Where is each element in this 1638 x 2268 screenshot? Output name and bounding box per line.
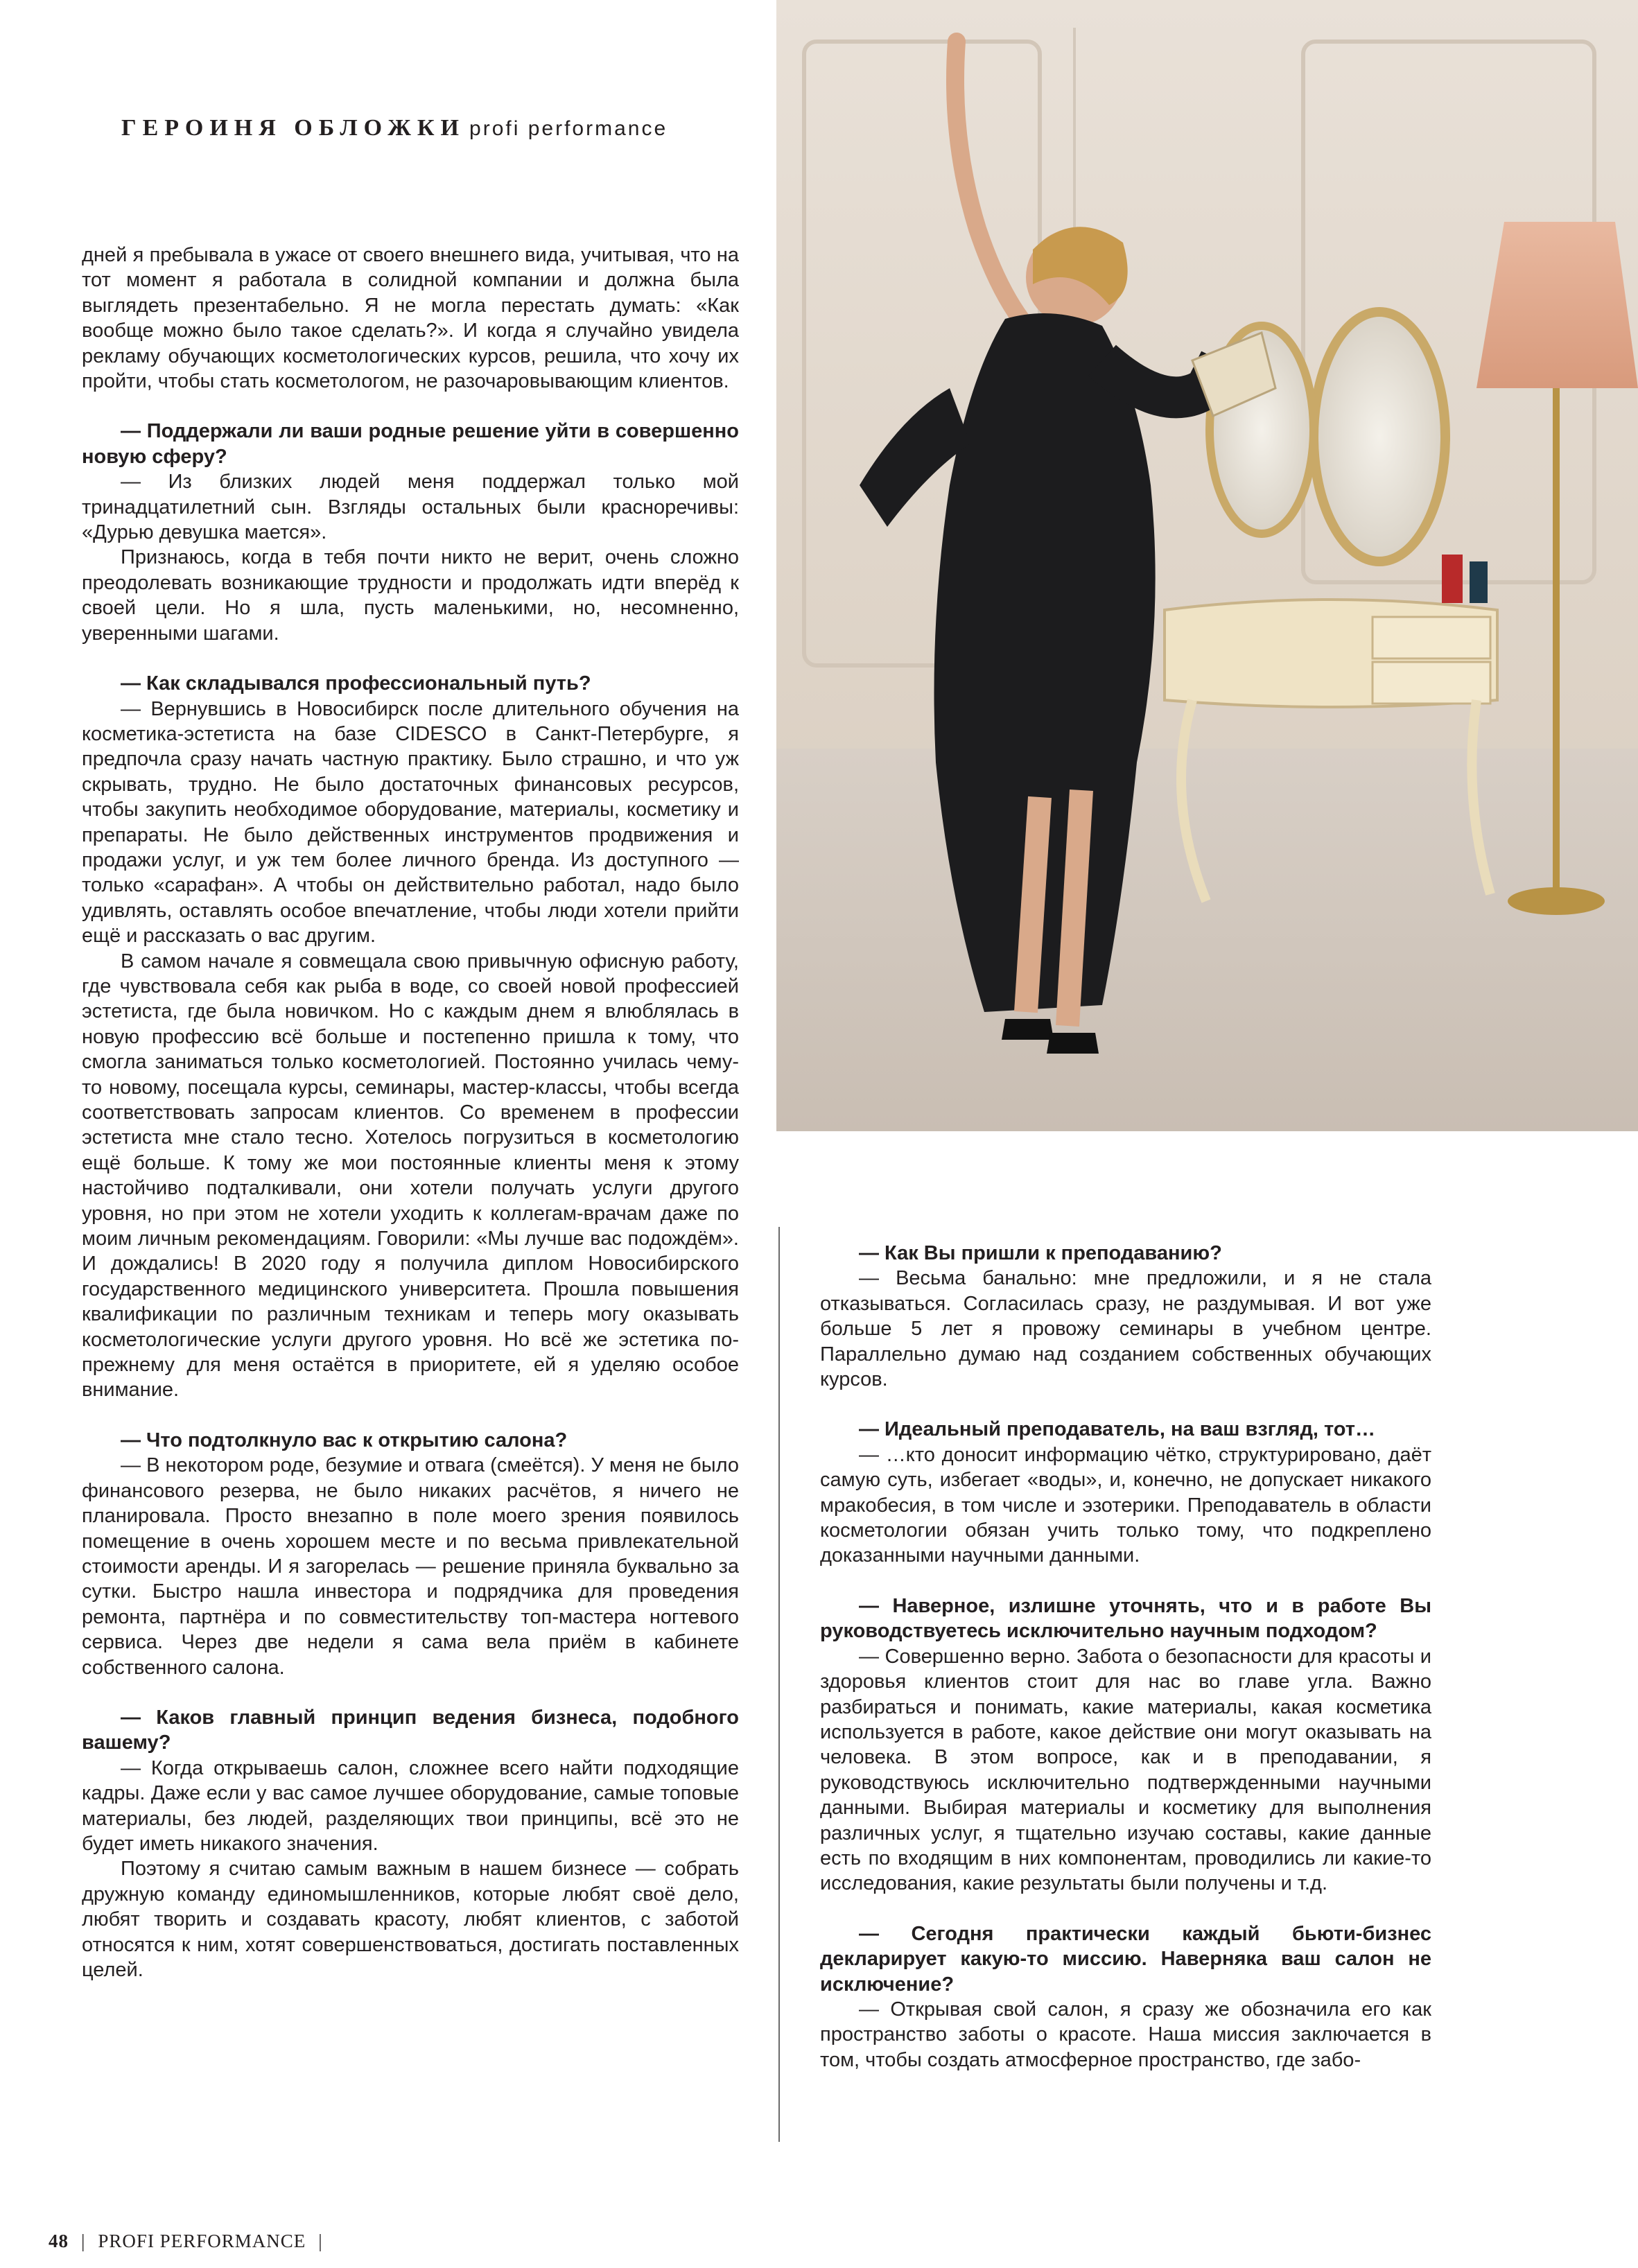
interview-question: — Поддержали ли ваши родные решение уйти в совершенно новую сферу? (82, 420, 739, 468)
footer-separator: | (81, 2231, 86, 2251)
right-article-column (820, 1241, 1431, 2073)
interview-question: — Каков главный принцип ведения бизнеса, подобного вашему? (82, 1706, 739, 1754)
paragraph: — …кто доносит информацию чётко, структурировано, даёт самую суть, избегает «воды», и, конечно, не допускает никакого мракобесия, в том числе и эзотерики. Преподаватель в области косметологии обязан учить только тому, что подкреплено доказанными научными данными. (820, 1443, 1431, 1567)
brand-name: profi performance (469, 117, 668, 140)
paragraph: — В некотором роде, безумие и отвага (смеётся). У меня не было финансового резерва, не было никаких расчётов, я ничего не планировала. Просто внезапно в поле моего зрения появилось помещение в очень хорошем месте и по весьма привлекательной стоимости аренды. И я загорелась — решение приняла буквально за сутки. Быстро нашла инвестора и подрядчика для проведения ремонта, партнёра и по совместительству топ-мастера ногтевого сервиса. Через две недели я сама вела приём в кабинете собственного салона. (82, 1454, 739, 1679)
paragraph: — Вернувшись в Новосибирск после длительного обучения на косметика-эстетиста на базе CIDESCO в Санкт-Петербурге, я предпочла сразу начать частную практику. Было страшно, и что уж скрывать, трудно. Не было достаточных финансовых ресурсов, чтобы закупить необходимое оборудование, материалы, косметику и препараты. Не было действенных инструментов продвижения и продажи услуг, и уж тем более личного бренда. Из доступного — только «сарафан». А чтобы он действительно работал, надо было удивлять, оставлять особое впечатление, чтобы люди хотели прийти ещё и рассказать о вас другим. (82, 697, 739, 948)
paragraph: дней я пребывала в ужасе от своего внешнего вида, учитывая, что на тот момент я работала в солидной компании и должна была выглядеть презентабельно. Я не могла перестать думать: «Как вообще можно было такое сделать?». И когда я случайно увидела рекламу обучающих косметологических курсов, решила, что хочу их пройти, чтобы стать косметологом, не разочаровывающим клиентов. (82, 244, 739, 393)
page-footer (49, 2231, 323, 2252)
paragraph: — Весьма банально: мне предложили, и я не стала отказываться. Согласилась сразу, не раздумывая. И вот уже больше 5 лет я провожу семинары в учебном центре. Параллельно думаю над созданием собственных обучающих курсов. (820, 1267, 1431, 1391)
paragraph: В самом начале я совмещала свою привычную офисную работу, где чувствовала себя как рыба в воде, со своей новой профессией эстетиста, где была новичком. Но с каждым днем я влюблялась в новую профессию всё больше и постепенно пришла к тому, что смогла заниматься только косметологией. Постоянно училась чему-то новому, посещала курсы, семинары, мастер-классы, чтобы всегда соответствовать запросам клиентов. Со временем в профессии эстетиста мне стало тесно. Хотелось погрузиться в косметологию ещё больше. К тому же мои постоянные клиенты меня к этому настойчиво подталкивали, они хотели получать услуги другого уровня, но при этом не хотели уходить к коллегам-врачам даже по моим личным рекомендациям. Говорили: «Мы лучше вас подождём». И дождались! В 2020 году я получила диплом Новосибирского государственного медицинского университета. Прошла повышения квалификации по различным техникам и теперь могу оказывать косметологические услуги другого уровня. Но всё же эстетика по-прежнему для меня остаётся в приоритете, ей я уделяю особое внимание. (82, 950, 739, 1402)
left-article-column (82, 243, 739, 1982)
interview-question: — Наверное, излишне уточнять, что и в работе Вы руководствуетесь исключительно научным подходом? (820, 1594, 1431, 1643)
interview-question: — Как складывался профессиональный путь? (121, 672, 591, 695)
page-number: 48 (49, 2231, 69, 2251)
photo-illustration (776, 0, 1638, 1131)
paragraph: — Из близких людей меня поддержал только мой тринадцатилетний сын. Взгляды остальных были красноречивы: «Дурью девушка мается». (82, 471, 739, 544)
section-header (121, 115, 668, 141)
magazine-name: PROFI PERFORMANCE (98, 2231, 306, 2251)
paragraph: — Совершенно верно. Забота о безопасности для красоты и здоровья клиентов стоит для нас во главе угла. Важно разбираться и понимать, какие материалы, какая косметика используется в работе, какое действие они могут оказывать на человека. В этом вопросе, как и в преподавании, я руководствуюсь исключительно подтвержденными научными данными. Выбирая материалы и косметику для выполнения различных услуг, я тщательно изучаю составы, какие данные есть по входящим в них компонентам, проводились ли какие-то исследования, какие результаты были получены и т.д. (820, 1645, 1431, 1895)
paragraph: — Когда открываешь салон, сложнее всего найти подходящие кадры. Даже если у вас самое лучшее оборудование, самые топовые материалы, без людей, разделяющих твои принципы, всё это не будет иметь никакого значения. (82, 1756, 739, 1855)
column-divider (778, 1227, 780, 2142)
rubric-title: ГЕРОИНЯ ОБЛОЖКИ (121, 115, 466, 141)
interview-question: — Как Вы пришли к преподаванию? (859, 1242, 1222, 1264)
interview-question: — Идеальный преподаватель, на ваш взгляд, тот… (859, 1418, 1375, 1441)
paragraph: Поэтому я считаю самым важным в нашем бизнесе — собрать дружную команду единомышленников, которые любят своё дело, любят творить и создавать красоту, любят клиентов, с заботой относятся к ним, хотят совершенствоваться, достигать поставленных целей. (82, 1858, 739, 1981)
paragraph: Признаюсь, когда в тебя почти никто не верит, очень сложно преодолевать возникающие трудности и продолжать идти вперёд к своей цели. Но я шла, пусть маленькими, но, несомненно, уверенными шагами. (82, 546, 739, 645)
paragraph: — Открывая свой салон, я сразу же обозначила его как пространство заботы о красоте. Наша миссия заключается в том, чтобы создать атмосферное пространство, где забо- (820, 1998, 1431, 2071)
footer-separator: | (318, 2231, 323, 2251)
interview-question: — Сегодня практически каждый бьюти-бизнес декларирует какую-то миссию. Наверняка ваш салон не исключение? (820, 1922, 1431, 1996)
interview-question: — Что подтолкнуло вас к открытию салона? (121, 1429, 568, 1451)
cover-photo (776, 0, 1638, 1131)
